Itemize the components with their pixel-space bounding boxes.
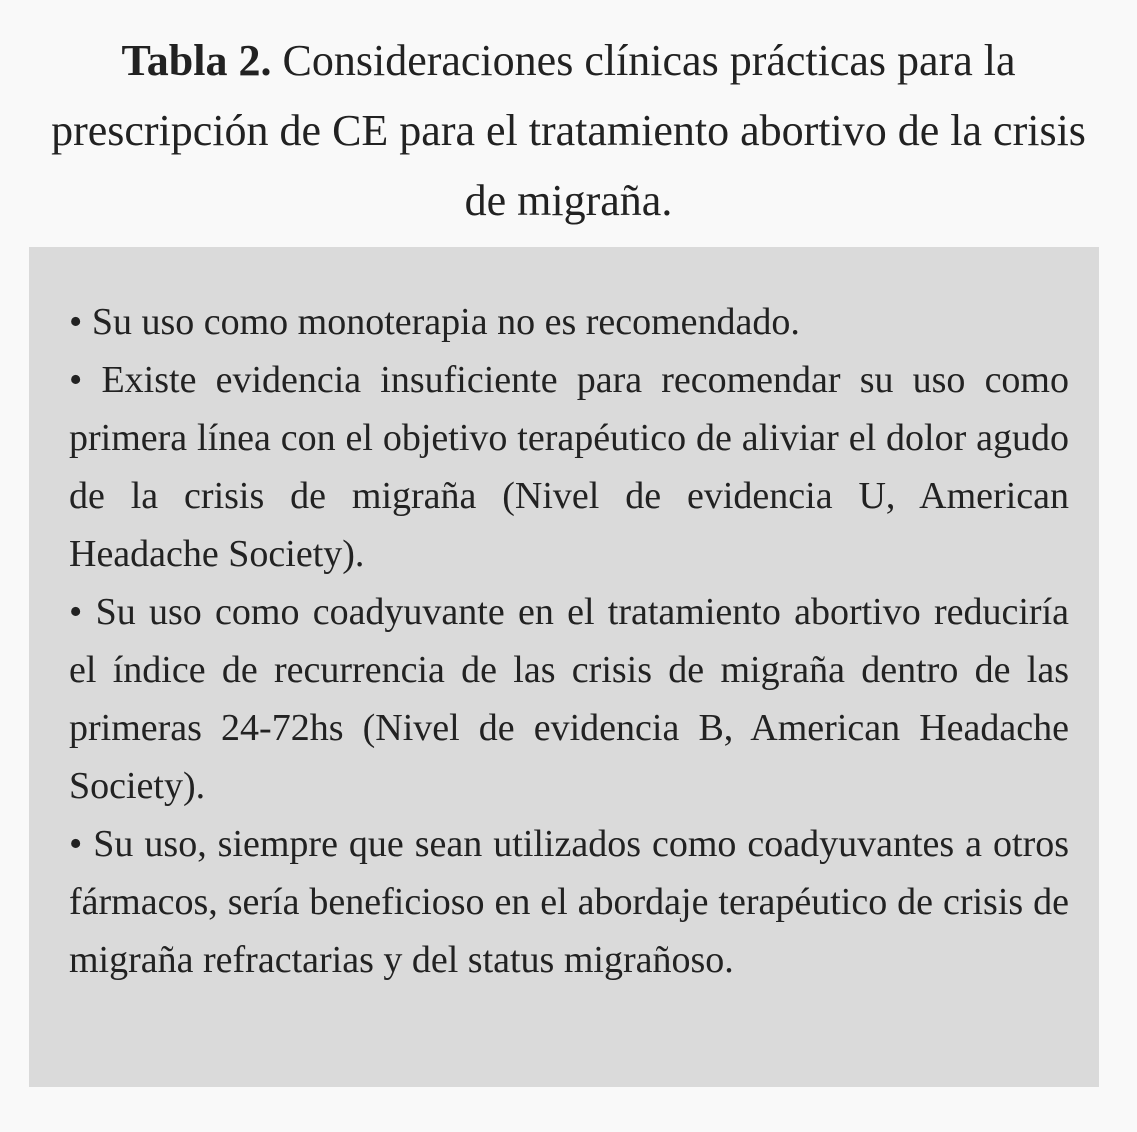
table-title [40, 26, 1097, 236]
bullet: • [69, 823, 83, 865]
bullet: • [69, 301, 83, 343]
considerations-list [69, 293, 1069, 989]
list-item-text: Su uso como monoterapia no es recomendado. [91, 301, 800, 343]
bullet: • [69, 359, 83, 401]
list-item [69, 351, 1069, 583]
considerations-box [29, 247, 1099, 1087]
list-item [69, 583, 1069, 815]
bullet: • [69, 591, 83, 633]
list-item [69, 815, 1069, 989]
table-label: Tabla 2. [121, 36, 272, 85]
list-item [69, 293, 1069, 351]
list-item-text: Su uso como coadyuvante en el tratamiento abortivo reduciría el índice de recurrencia de las crisis de migraña dentro de las primeras 24-72hs (Nivel de evidencia B, American Headache Society). [69, 591, 1070, 807]
list-item-text: Existe evidencia insuficiente para recomendar su uso como primera línea con el objetivo terapéutico de aliviar el dolor agudo de la crisis de migraña (Nivel de evidencia U, American Headache Society). [69, 359, 1069, 575]
list-item-text: Su uso, siempre que sean utilizados como coadyuvantes a otros fármacos, sería beneficioso en el abordaje terapéutico de crisis de migraña refractarias y del status migrañoso. [69, 823, 1070, 981]
table-caption: Consideraciones clínicas prácticas para la prescripción de CE para el tratamiento abortivo de la crisis de migraña. [51, 36, 1086, 225]
